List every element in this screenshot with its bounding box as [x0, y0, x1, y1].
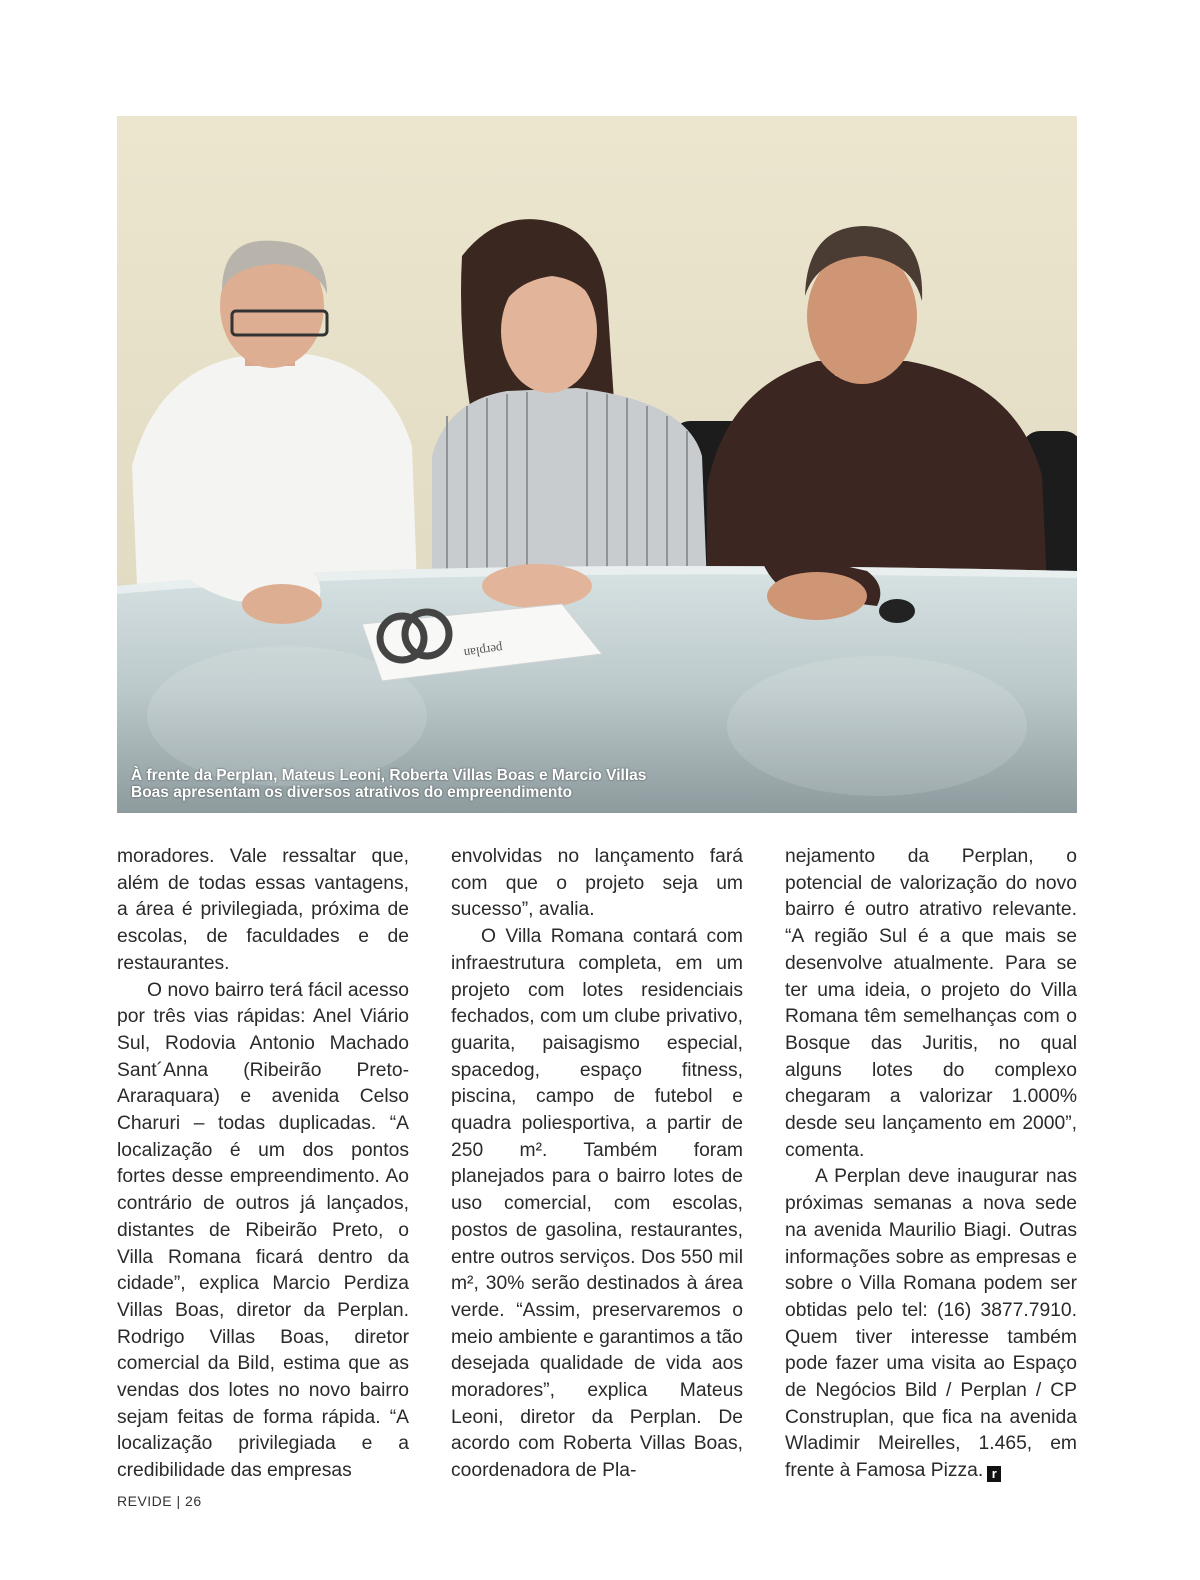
photo-caption-line: Boas apresentam os diversos atrativos do empreendimento [131, 784, 573, 801]
paragraph: O Villa Romana contará com infraestrutura completa, em um projeto com lotes residenciais fechados, com um clube privativo, guarita, paisagismo especial, spacedog, espaço fitness, piscina, campo de futebol e quadra poliesportiva, a partir de 250 m². Também foram planejados para o bairro lotes de uso comercial, com escolas, postos de gasolina, restaurantes, entre outros serviços. Dos 550 mil m², 30% serão destinados à área verde. “Assim, preservaremos o meio ambiente e garantimos a tão desejada qualidade de vida aos moradores”, explica Mateus Leoni, diretor da Perplan. De acordo com Roberta Villas Boas, coordenadora de Pla- [451, 926, 743, 1482]
paragraph [785, 1164, 1077, 1484]
paragraph: moradores. Vale ressaltar que, além de todas essas vantagens, a área é privilegiada, próxima de escolas, de faculdades e de restaurantes. [117, 846, 409, 974]
page-footer: REVIDE | 26 [117, 1493, 202, 1509]
paragraph: envolvidas no lançamento fará com que o projeto seja um sucesso”, avalia. [451, 846, 743, 921]
article-column-1 [117, 844, 409, 1485]
folder-brand-text: perplan [462, 641, 504, 662]
paragraph-text: A Perplan deve inaugurar nas próximas semanas a nova sede na avenida Maurilio Biagi. Outras informações sobre as empresas e sobre o Villa Romana podem ser obtidas pelo tel: (16) 3877.7910. Quem tiver interesse também pode fazer uma visita ao Espaço de Negócios Bild / Perplan / CP Construplan, que fica na avenida Wladimir Meirelles, 1.465, em frente à Famosa Pizza. [785, 1166, 1077, 1482]
paragraph: O novo bairro terá fácil acesso por três vias rápidas: Anel Viário Sul, Rodovia Antonio Machado Sant´Anna (Ribeirão Preto-Araraquara) e avenida Celso Charuri – todas duplicadas. “A localização é um dos pontos fortes desse empreendimento. Ao contrário de outros já lançados, distantes de Ribeirão Preto, o Villa Romana ficará dentro da cidade”, explica Marcio Perdiza Villas Boas, diretor da Perplan. Rodrigo Villas Boas, diretor comercial da Bild, estima que as vendas dos lotes no novo bairro sejam feitas de forma rápida. “A localização privilegiada e a credibilidade das empresas [117, 979, 409, 1482]
photo-caption [131, 767, 691, 801]
article-end-mark: r [987, 1466, 1001, 1482]
photo-caption-line: À frente da Perplan, Mateus Leoni, Roberta Villas Boas e Marcio Villas [131, 767, 647, 784]
photo-illustration [117, 116, 1077, 813]
article-column-2 [451, 844, 743, 1485]
paragraph: nejamento da Perplan, o potencial de valorização do novo bairro é outro atrativo relevante. “A região Sul é a que mais se desenvolve atualmente. Para se ter uma ideia, o projeto do Villa Romana têm semelhanças com o Bosque das Juritis, no qual alguns lotes do complexo chegaram a valorizar 1.000% desde seu lançamento em 2000”, comenta. [785, 846, 1077, 1161]
article-column-3 [785, 844, 1077, 1485]
article-photo [117, 116, 1077, 813]
